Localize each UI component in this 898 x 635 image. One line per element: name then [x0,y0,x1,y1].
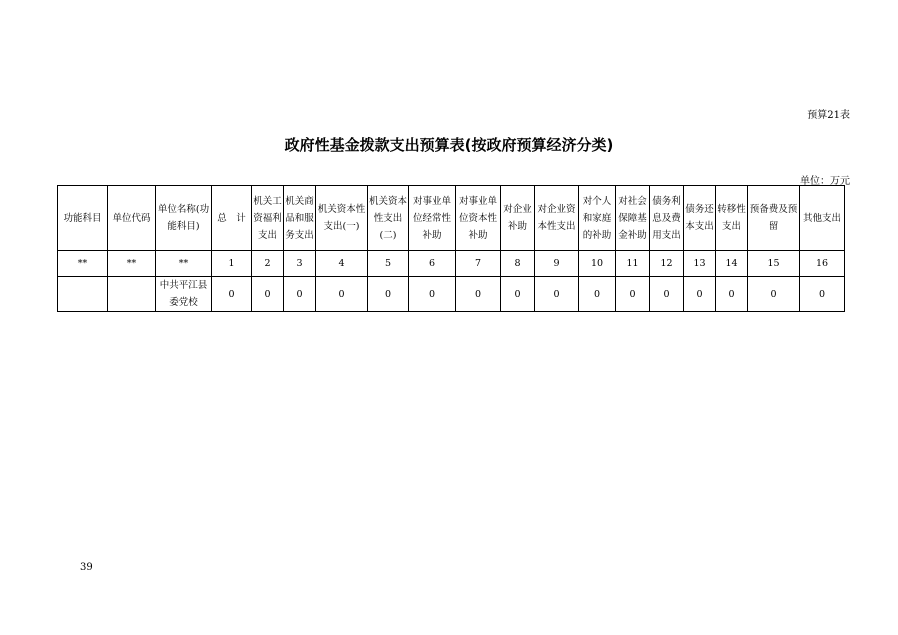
form-number: 预算21表 [807,110,850,121]
column-code-cell: 13 [684,251,716,277]
column-code-cell: 2 [252,251,284,277]
column-header: 对个人和家庭的补助 [579,186,616,251]
table-cell: 0 [748,277,800,312]
column-code-cell: ** [58,251,108,277]
table-cell: 0 [316,277,368,312]
column-code-cell: 1 [212,251,252,277]
column-code-cell: 6 [409,251,456,277]
column-code-cell: ** [108,251,156,277]
table-cell: 0 [284,277,316,312]
table-cell: 0 [252,277,284,312]
column-header: 对事业单位经常性补助 [409,186,456,251]
column-header: 机关资本性支出(一) [316,186,368,251]
column-header: 其他支出 [800,186,845,251]
column-code-cell: 3 [284,251,316,277]
column-header: 功能科目 [58,186,108,251]
column-header: 债务还本支出 [684,186,716,251]
column-header: 单位代码 [108,186,156,251]
column-code-cell: 4 [316,251,368,277]
column-code-cell: 14 [716,251,748,277]
column-header: 机关商品和服务支出 [284,186,316,251]
column-code-cell: 8 [501,251,535,277]
table-cell: 0 [456,277,501,312]
column-code-cell: 11 [616,251,650,277]
budget-table [57,185,845,312]
table-cell: 0 [800,277,845,312]
table-row [58,277,845,312]
column-header: 预备费及预留 [748,186,800,251]
column-code-row [58,251,845,277]
table-cell: 0 [368,277,409,312]
column-code-cell: 16 [800,251,845,277]
table-cell: 0 [684,277,716,312]
column-code-cell: 12 [650,251,684,277]
column-header: 对事业单位资本性补助 [456,186,501,251]
column-header: 单位名称(功能科目) [156,186,212,251]
page-title: 政府性基金拨款支出预算表(按政府预算经济分类) [284,136,614,154]
table-cell [108,277,156,312]
column-header: 机关资本性支出(二) [368,186,409,251]
column-code-cell: ** [156,251,212,277]
table-cell: 0 [616,277,650,312]
column-header: 对企业补助 [501,186,535,251]
column-header: 对社会保障基金补助 [616,186,650,251]
table-cell: 0 [579,277,616,312]
page-number: 39 [80,562,93,573]
column-code-cell: 5 [368,251,409,277]
table-cell: 0 [501,277,535,312]
column-code-cell: 15 [748,251,800,277]
table-cell [58,277,108,312]
column-header: 转移性支出 [716,186,748,251]
table-cell: 0 [716,277,748,312]
column-header: 对企业资本性支出 [535,186,579,251]
header-row [58,186,845,251]
column-code-cell: 10 [579,251,616,277]
table-cell: 0 [535,277,579,312]
column-header: 机关工资福利支出 [252,186,284,251]
unit-label: 单位：万元 [800,176,850,187]
column-header: 总 计 [212,186,252,251]
column-code-cell: 9 [535,251,579,277]
table-cell: 中共平江县委党校 [156,277,212,312]
table-cell: 0 [650,277,684,312]
column-header: 债务利息及费用支出 [650,186,684,251]
table-cell: 0 [409,277,456,312]
column-code-cell: 7 [456,251,501,277]
table-cell: 0 [212,277,252,312]
